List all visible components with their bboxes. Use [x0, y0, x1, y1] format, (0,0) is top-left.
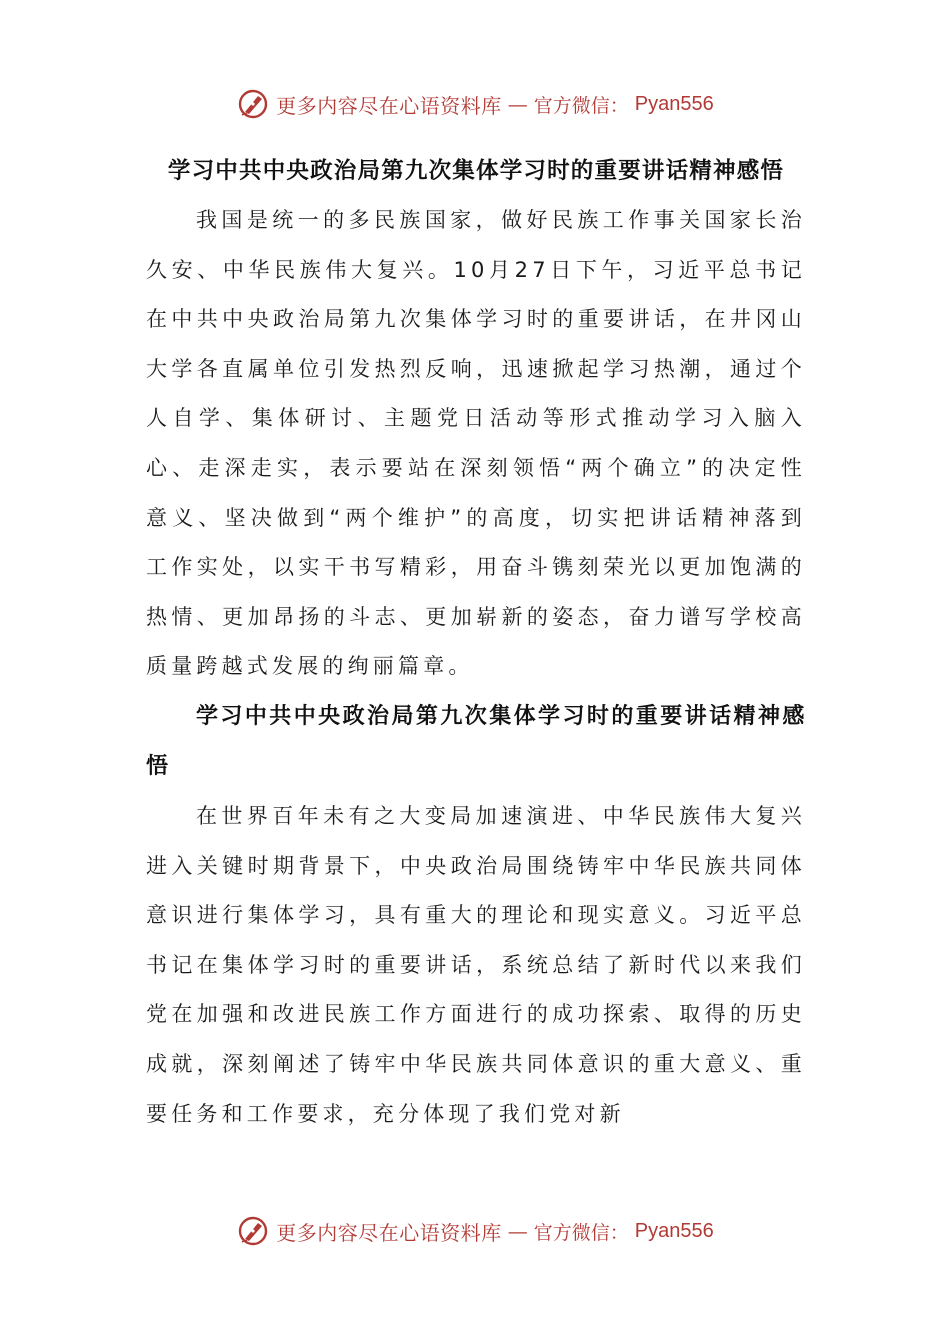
header-watermark	[0, 84, 950, 124]
watermark-contact-label: 官方微信：	[533, 1221, 629, 1244]
watermark-text: 更多内容尽在心语资料库	[276, 93, 502, 118]
section-heading: 学习中共中央政治局第九次集体学习时的重要讲话精神感悟	[146, 703, 806, 779]
document-title: 学习中共中央政治局第九次集体学习时的重要讲话精神感悟	[167, 158, 785, 184]
watermark-contact-id: Pyan556	[634, 1219, 714, 1242]
footer-watermark	[0, 1211, 950, 1251]
watermark-dash: —	[507, 1219, 528, 1243]
watermark-text: 更多内容尽在心语资料库	[276, 1220, 502, 1245]
pen-nib-circle-icon	[236, 1214, 270, 1248]
watermark-dash: —	[507, 92, 528, 116]
watermark-contact-label: 官方微信：	[533, 94, 629, 117]
pen-nib-circle-icon	[236, 87, 270, 121]
watermark-contact-id: Pyan556	[634, 92, 714, 115]
paragraph: 在世界百年未有之大变局加速演进、中华民族伟大复兴进入关键时期背景下，中央政治局围绕铸牢中华民族共同体意识进行集体学习，具有重大的理论和现实意义。习近平总书记在集体学习时的重要讲话，系统总结了新时代以来我们党在加强和改进民族工作方面进行的成功探索、取得的历史成就，深刻阐述了铸牢中华民族共同体意识的重大意义、重要任务和工作要求，充分体现了我们党对新	[146, 803, 806, 1126]
paragraph: 我国是统一的多民族国家，做好民族工作事关国家长治久安、中华民族伟大复兴。10月27日下午，习近平总书记在中共中央政治局第九次集体学习时的重要讲话，在井冈山大学各直属单位引发热烈反响，迅速掀起学习热潮，通过个人自学、集体研讨、主题党日活动等形式推动学习入脑入心、走深走实，表示要站在深刻领悟“两个确立”的决定性意义、坚决做到“两个维护”的高度，切实把讲话精神落到工作实处，以实干书写精彩，用奋斗镌刻荣光以更加饱满的热情、更加昂扬的斗志、更加崭新的姿态，奋力谱写学校高质量跨越式发展的绚丽篇章。	[146, 208, 806, 679]
document-body	[146, 146, 806, 1139]
